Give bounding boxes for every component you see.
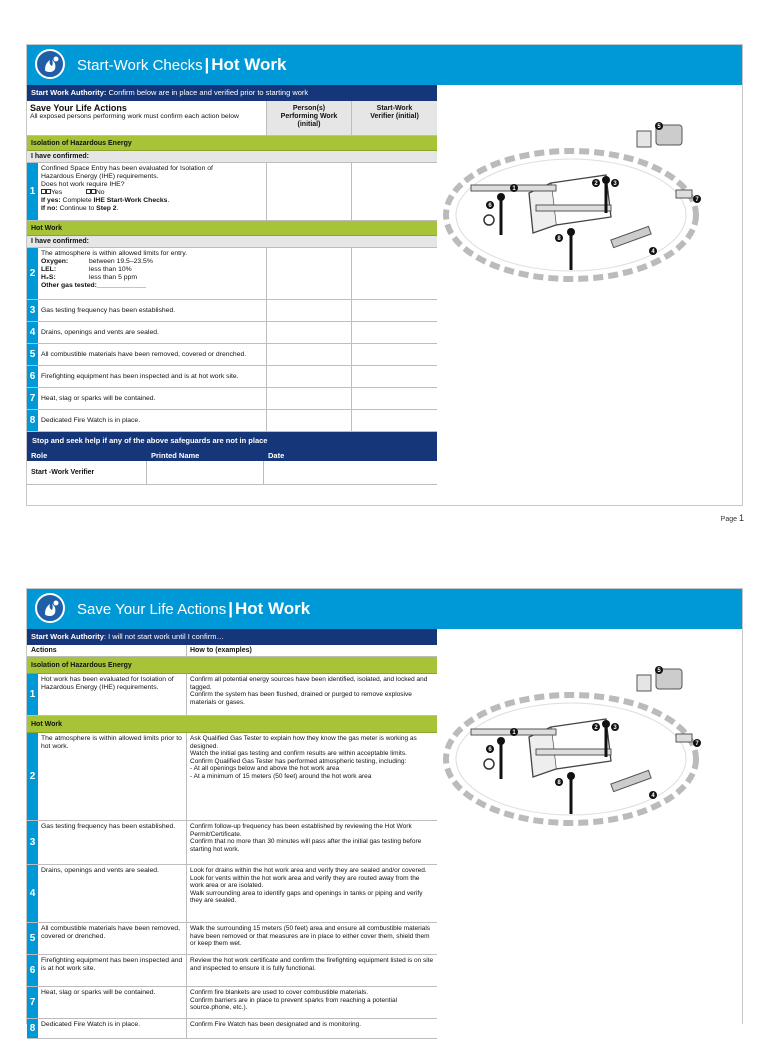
- action-row-3: [27, 821, 437, 865]
- lel-label: LEL:: [41, 266, 57, 273]
- marker-5: 5: [657, 124, 661, 130]
- action-row-1: [27, 674, 437, 716]
- how-text-8: [187, 1019, 437, 1038]
- step-number-5: 5: [27, 344, 38, 365]
- intro-cell: [27, 101, 267, 135]
- lifesaving-logo-icon: [35, 49, 65, 79]
- performing-initial-3[interactable]: [267, 300, 352, 321]
- col-verifier-header: Start-Work Verifier (initial): [352, 101, 437, 135]
- how-1-line-2: Confirm the system has been flushed, drained or purged to remove explosive materials or gases.: [190, 691, 412, 706]
- check-text-2: [38, 248, 267, 299]
- page1-title-main: Hot Work: [211, 55, 287, 74]
- check-text-5: All combustible materials have been removed, covered or drenched.: [38, 344, 267, 365]
- how-text-6: [187, 955, 437, 986]
- how-5-line-1: Walk the surrounding 15 meters (50 feet) area and ensure all combustible materials have been removed or that measures are in place to either cover them, shield them or keep them wet.: [190, 925, 431, 948]
- how-4-line-3: Walk surrounding area to identify gaps and openings in tanks or piping and verify they are sealed.: [190, 889, 423, 905]
- sig-verifier-role: Start -Work Verifier: [27, 461, 147, 484]
- step-number-7: 7: [27, 388, 38, 409]
- marker-2: 2: [594, 181, 598, 187]
- action-number-8: 8: [27, 1019, 38, 1038]
- how-7-line-1: Confirm fire blankets are used to cover combustible materials.: [190, 989, 369, 996]
- performing-initial-8[interactable]: [267, 410, 352, 431]
- authority-text-2: : I will not start work until I confirm…: [103, 632, 224, 641]
- how-text-3: [187, 821, 437, 864]
- intro-title: Save Your Life Actions: [30, 103, 127, 113]
- start-work-checks-form: [27, 85, 437, 485]
- verifier-initial-6[interactable]: [352, 366, 437, 387]
- h2s-limit: [41, 274, 263, 282]
- how-2-line-3: Confirm Qualified Gas Tester has performed atmospheric testing, including:: [190, 757, 407, 765]
- hot-work-illustration-2: [441, 649, 741, 851]
- check-row-1: [27, 163, 437, 221]
- item1-if-no: [41, 205, 263, 213]
- if-yes-text: Complete: [60, 197, 94, 204]
- if-no-step: Step 2: [96, 205, 117, 212]
- page2-banner: [27, 589, 742, 629]
- marker-6: 6: [488, 203, 492, 209]
- verifier-initial-1[interactable]: [352, 163, 437, 220]
- how-text-4: [187, 865, 437, 922]
- performing-initial-4[interactable]: [267, 322, 352, 343]
- action-text-2: The atmosphere is within allowed limits prior to hot work.: [38, 733, 187, 820]
- action-text-1: Hot work has been evaluated for Isolation of Hazardous Energy (IHE) requirements.: [38, 674, 187, 715]
- authority-text: Confirm below are in place and verified prior to starting work: [106, 88, 309, 97]
- if-no-label: If no:: [41, 205, 58, 212]
- action-row-7: [27, 987, 437, 1019]
- check-row-3: [27, 300, 437, 322]
- check-text-8: Dedicated Fire Watch is in place.: [38, 410, 267, 431]
- marker-7: 7: [695, 197, 699, 203]
- marker-6-p2: 6: [488, 747, 492, 753]
- col-actions-header: Actions: [27, 645, 187, 656]
- intro-text: All exposed persons performing work must confirm each action below: [30, 113, 239, 120]
- if-yes-link: IHE Start-Work Checks: [93, 197, 168, 204]
- check-row-6: [27, 366, 437, 388]
- page2-title-separator: |: [228, 599, 233, 618]
- marker-2-p2: 2: [594, 725, 598, 731]
- step-number-6: 6: [27, 366, 38, 387]
- performing-initial-1[interactable]: [267, 163, 352, 220]
- marker-1: 1: [512, 186, 516, 192]
- performing-initial-7[interactable]: [267, 388, 352, 409]
- step-number-3: 3: [27, 300, 38, 321]
- signature-header: [27, 450, 437, 461]
- how-2-line-5: - At a minimum of 15 meters (50 feet) around the hot work area: [190, 772, 372, 780]
- page-2: [26, 588, 743, 1034]
- section-hot-work-2: Hot Work: [27, 716, 437, 733]
- stop-warning-bar: Stop and seek help if any of the above safeguards are not in place: [27, 432, 437, 450]
- marker-8: 8: [557, 236, 561, 242]
- check-row-8: [27, 410, 437, 432]
- how-2-line-2: Watch the initial gas testing and confirm results are within acceptable limits.: [190, 750, 407, 758]
- how-6-line-1: Review the hot work certificate and confirm the firefighting equipment listed is on site and inspected to ensure it is fully functional.: [190, 957, 434, 972]
- verifier-initial-5[interactable]: [352, 344, 437, 365]
- check-text-4: Drains, openings and vents are sealed.: [38, 322, 267, 343]
- action-row-6: [27, 955, 437, 987]
- save-your-life-actions-table: [27, 629, 437, 1039]
- authority-label: Start Work Authority:: [31, 88, 107, 97]
- check-row-2: [27, 248, 437, 300]
- marker-5-p2: 5: [657, 668, 661, 674]
- check-text-7: Heat, slag or sparks will be contained.: [38, 388, 267, 409]
- action-row-4: [27, 865, 437, 923]
- check-text-1: [38, 163, 267, 220]
- verifier-initial-3[interactable]: [352, 300, 437, 321]
- how-text-7: [187, 987, 437, 1018]
- printed-name-field[interactable]: [147, 461, 264, 484]
- performing-initial-6[interactable]: [267, 366, 352, 387]
- marker-4-p2: 4: [651, 793, 655, 799]
- page-number-value: 1: [738, 513, 744, 523]
- confirmed-label-2: I have confirmed:: [27, 236, 437, 248]
- start-work-authority-bar-2: [27, 629, 437, 645]
- section-hot-work: Hot Work: [27, 221, 437, 236]
- check-text-3: Gas testing frequency has been established.: [38, 300, 267, 321]
- how-text-5: [187, 923, 437, 954]
- action-text-4: Drains, openings and vents are sealed.: [38, 865, 187, 922]
- performing-initial-5[interactable]: [267, 344, 352, 365]
- action-text-5: All combustible materials have been removed, covered or drenched.: [38, 923, 187, 954]
- oxygen-value: between 19.5–23.5%: [89, 258, 153, 265]
- action-number-3: 3: [27, 821, 38, 864]
- verifier-initial-7[interactable]: [352, 388, 437, 409]
- verifier-initial-4[interactable]: [352, 322, 437, 343]
- marker-4: 4: [651, 249, 655, 255]
- how-text-2: [187, 733, 437, 820]
- sig-name-header: Printed Name: [151, 451, 200, 460]
- how-7-line-2: Confirm barriers are in place to prevent sparks from reaching a potential source.phone, etc.).: [190, 996, 398, 1012]
- action-number-4: 4: [27, 865, 38, 922]
- page-label: Page: [720, 516, 738, 523]
- sig-role-header: Role: [31, 451, 48, 460]
- page-1: [26, 44, 743, 506]
- lel-value: less than 10%: [89, 266, 132, 273]
- other-gas-field[interactable]: Other gas tested:_____________: [41, 282, 147, 289]
- action-number-2: 2: [27, 733, 38, 820]
- page2-title: [77, 599, 310, 619]
- item1-line-a: Confined Space Entry has been evaluated for Isolation of: [41, 165, 213, 172]
- action-row-5: [27, 923, 437, 955]
- item1-line-c: Does hot work require IHE?: [41, 181, 125, 188]
- item1-line-b: Hazardous Energy (IHE) requirements.: [41, 173, 159, 180]
- confirmed-label-1: I have confirmed:: [27, 151, 437, 163]
- action-row-8: [27, 1019, 437, 1039]
- action-text-7: Heat, slag or sparks will be contained.: [38, 987, 187, 1018]
- page2-title-main: Hot Work: [234, 599, 311, 618]
- how-4-line-2: Look for vents within the hot work area and verify they are routed away from the work area or are isolated.: [190, 874, 420, 890]
- action-text-6: Firefighting equipment has been inspected and is at hot work site.: [38, 955, 187, 986]
- marker-8-p2: 8: [557, 780, 561, 786]
- action-number-7: 7: [27, 987, 38, 1018]
- authority-label-2: Start Work Authority: [31, 632, 104, 641]
- page1-title-separator: |: [204, 55, 210, 74]
- check-row-7: [27, 388, 437, 410]
- step-number-2: 2: [27, 248, 38, 299]
- table2-header: [27, 645, 437, 657]
- page1-title: [77, 55, 287, 75]
- start-work-authority-bar: [27, 85, 437, 101]
- action-text-3: Gas testing frequency has been established.: [38, 821, 187, 864]
- if-yes-end: .: [167, 197, 170, 204]
- check-text-6: Firefighting equipment has been inspected and is at hot work site.: [38, 366, 267, 387]
- item1-if-yes: [41, 197, 263, 205]
- page1-title-sub: Start-Work Checks: [77, 57, 203, 74]
- h2s-value: less than 5 ppm: [89, 274, 137, 281]
- sig-date-header: Date: [268, 451, 285, 460]
- if-yes-label: If yes:: [41, 197, 61, 204]
- how-8-line-1: Confirm Fire Watch has been designated and is monitoring.: [190, 1021, 362, 1028]
- check-row-4: [27, 322, 437, 344]
- no-label: No: [95, 189, 105, 196]
- step-number-8: 8: [27, 410, 38, 431]
- yes-label: Yes: [51, 189, 63, 196]
- action-number-5: 5: [27, 923, 38, 954]
- verifier-initial-2[interactable]: [352, 248, 437, 299]
- how-4-line-1: Look for drains within the hot work area and verify they are sealed and/or covered.: [190, 867, 427, 874]
- check-row-5: [27, 344, 437, 366]
- action-text-8: Dedicated Fire Watch is in place.: [38, 1019, 187, 1038]
- verifier-initial-8[interactable]: [352, 410, 437, 431]
- if-no-text: Continue to: [57, 205, 97, 212]
- section-isolation: Isolation of Hazardous Energy: [27, 136, 437, 151]
- col-how-header: How to (examples): [190, 647, 252, 654]
- action-number-1: 1: [27, 674, 38, 715]
- marker-3: 3: [613, 181, 617, 187]
- lel-limit: [41, 266, 263, 274]
- item2-line: The atmosphere is within allowed limits for entry.: [41, 250, 188, 257]
- lifesaving-logo-icon-2: [35, 593, 65, 623]
- how-2-line-4: - At all openings below and above the hot work area: [190, 765, 340, 773]
- hot-work-illustration-1: [441, 105, 741, 307]
- marker-1-p2: 1: [512, 730, 516, 736]
- page2-title-sub: Save Your Life Actions: [77, 601, 227, 618]
- how-3-line-2: Confirm that no more than 30 minutes will pass after the initial gas testing before starting hot work.: [190, 838, 422, 853]
- marker-7-p2: 7: [695, 741, 699, 747]
- performing-initial-2[interactable]: [267, 248, 352, 299]
- oxygen-label: Oxygen:: [41, 258, 69, 265]
- signature-row: [27, 461, 437, 485]
- how-2-line-1: Ask Qualified Gas Tester to explain how they know the gas meter is working as designed.: [190, 735, 417, 750]
- action-number-6: 6: [27, 955, 38, 986]
- how-1-line-1: Confirm all potential energy sources have been identified, isolated, and locked and tagged.: [190, 676, 428, 691]
- oxygen-limit: [41, 258, 263, 266]
- how-3-line-1: Confirm follow-up frequency has been established by reviewing the Hot Work Permit/Certificate.: [190, 823, 412, 838]
- if-no-end: .: [116, 205, 119, 212]
- item1-options: [41, 189, 263, 197]
- date-field[interactable]: [264, 461, 437, 484]
- h2s-label: H₂S:: [41, 274, 56, 281]
- how-text-1: [187, 674, 437, 715]
- step-number-1: 1: [27, 163, 38, 220]
- page-number: [721, 513, 744, 523]
- col-performing-header: Person(s) Performing Work (initial): [267, 101, 352, 135]
- step-number-4: 4: [27, 322, 38, 343]
- form-header: [27, 101, 437, 136]
- marker-3-p2: 3: [613, 725, 617, 731]
- section-isolation-2: Isolation of Hazardous Energy: [27, 657, 437, 674]
- action-row-2: [27, 733, 437, 821]
- page1-banner: [27, 45, 742, 85]
